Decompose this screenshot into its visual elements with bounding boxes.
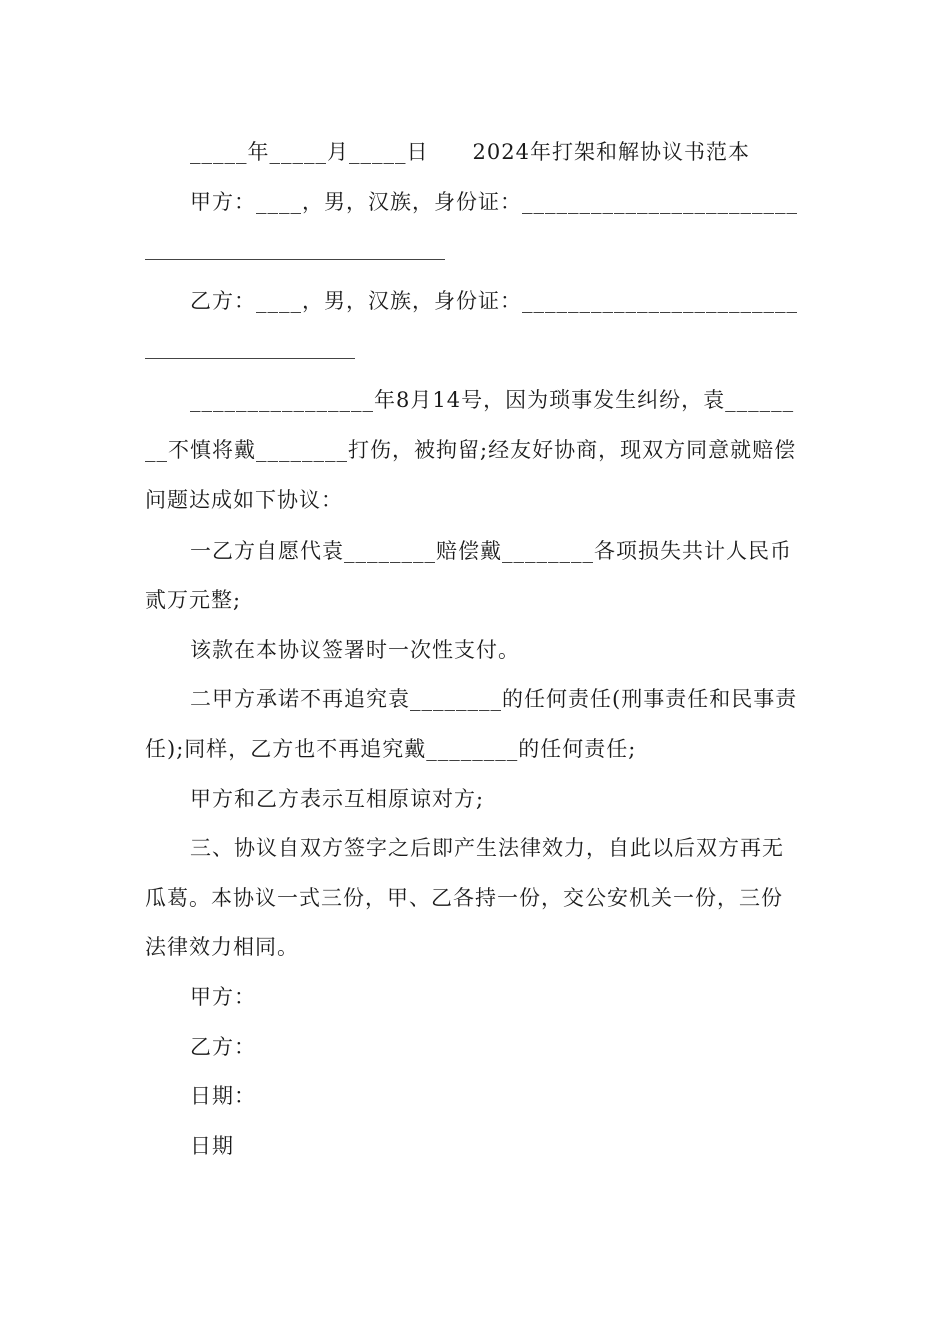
clause-2-forgiveness-note: 甲方和乙方表示互相原谅对方; — [190, 787, 485, 811]
clause-3-line-2: 瓜葛。本协议一式三份，甲、乙各持一份，交公安机关一份，三份 — [145, 886, 783, 910]
date-field-2: 日期 — [190, 1134, 234, 1158]
party-a-line: 甲方：____，男，汉族，身份证：________________________ — [190, 190, 798, 214]
clause-1-line-1: 一乙方自愿代袁________赔偿戴________各项损失共计人民币 — [190, 539, 792, 563]
header-line: _____年_____月_____日 2024年打架和解协议书范本 — [190, 140, 750, 164]
incident-para-line-2: __不慎将戴________打伤，被拘留;经友好协商，现双方同意就赔偿 — [145, 438, 797, 462]
party-b-line: 乙方：____，男，汉族，身份证：________________________ — [190, 289, 798, 313]
clause-3-line-1: 三、协议自双方签字之后即产生法律效力，自此以后双方再无 — [190, 836, 784, 860]
clause-2-line-2: 任);同样，乙方也不再追究戴________的任何责任; — [145, 737, 637, 761]
incident-para-line-3: 问题达成如下协议： — [145, 488, 343, 512]
signature-party-b: 乙方： — [190, 1035, 256, 1059]
incident-para-line-1: ________________年8月14号，因为琐事发生纠纷，袁______ — [190, 388, 795, 412]
party-b-id-underline — [145, 358, 355, 359]
signature-party-a: 甲方： — [190, 985, 256, 1009]
clause-2-line-1: 二甲方承诺不再追究袁________的任何责任(刑事责任和民事责 — [190, 687, 798, 711]
clause-3-line-3: 法律效力相同。 — [145, 935, 299, 959]
party-a-id-underline — [145, 259, 445, 260]
date-field-1: 日期： — [190, 1084, 256, 1108]
clause-1-line-2: 贰万元整; — [145, 588, 242, 612]
clause-1-payment-note: 该款在本协议签署时一次性支付。 — [190, 638, 520, 662]
